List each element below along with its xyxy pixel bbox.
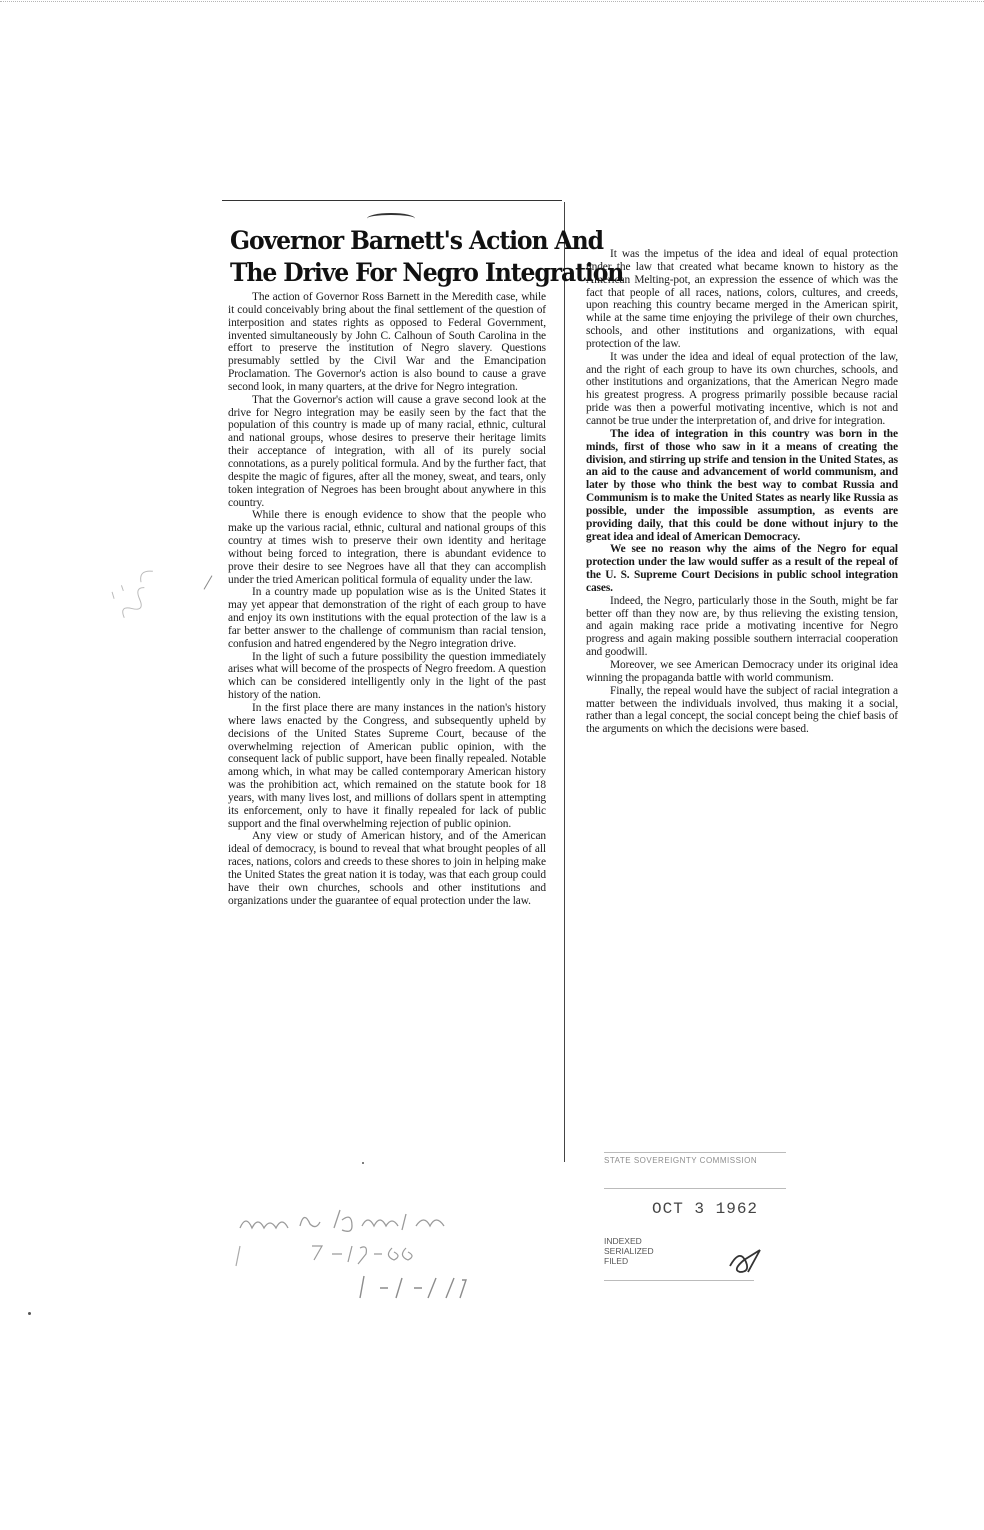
handwritten-numbers bbox=[358, 1272, 488, 1308]
left-column bbox=[228, 291, 546, 908]
initials-signature-icon bbox=[728, 1246, 764, 1276]
newspaper-clipping bbox=[222, 200, 908, 1160]
received-stamp bbox=[600, 1148, 790, 1288]
stamp-border bbox=[604, 1188, 786, 1189]
stray-dot bbox=[362, 1162, 364, 1164]
paragraph: It was under the idea and ideal of equal protection of the law, and the right of each group to have its own churches, schools, and other institutions and organizations, that the American Negro made his greatest progress. A progress primarily possible because racial pride was then a powerful motivating incentive, which is not and cannot be true under the interpretation of, and drive for integration. bbox=[586, 350, 898, 427]
stamp-row-filed: FILED bbox=[604, 1256, 629, 1266]
stamp-agency: STATE SOVEREIGNTY COMMISSION bbox=[604, 1156, 758, 1165]
scribble-icon bbox=[100, 539, 182, 626]
stamp-row-serialized: SERIALIZED bbox=[604, 1246, 654, 1256]
stamp-border bbox=[604, 1280, 754, 1281]
headline-ornament bbox=[367, 213, 415, 224]
headline bbox=[230, 224, 624, 289]
handwritten-file-number-icon bbox=[358, 1272, 488, 1302]
paragraph: Moreover, we see American Democracy under its original idea winning the propaganda battle with world communism. bbox=[586, 659, 898, 684]
paragraph: In a country made up population wise as is the United States it may yet appear that demonstration of the right of each group to have and enjoy its own institutions with the equal protection of the law is a far better answer to the challenge of communism than racial tension, confusion and hatred engendered by the Negro integration drive. bbox=[228, 586, 546, 650]
paragraph: The idea of integration in this country was born in the minds, first of those who saw in it a means of creating the division, and stirring up strife and tension in the United States, as an aid to the cause and advancement of world communism, and later by those who think the best way to combat Russia and Communism is to make the United States as nearly like Russia as possible, under the impossible assumption, as events are providing daily, that this could be done without injury to the great idea and ideal of American Democracy. bbox=[586, 427, 898, 543]
bracket-icon bbox=[232, 1244, 246, 1268]
paragraph: The action of Governor Ross Barnett in the Meredith case, while it could conceivably bring about the final settlement of the question of interposition and states rights as opposed to Federal Government, invented simultaneously by John C. Calhoun of South Carolina in the effort to preserve the institution of Negro slavery. Questions presumably settled by the Civil War and the Emancipation Proclamation. The Governor's action is also bound to cause a grave second look, in many quarters, at the drive for Negro integration. bbox=[228, 291, 546, 393]
stamp-row-indexed: INDEXED bbox=[604, 1236, 642, 1246]
paragraph: We see no reason why the aims of the Negro for equal protection under the law would suffer as a result of the repeal of the U. S. Supreme Court Decisions in public school integration cases. bbox=[586, 543, 898, 594]
handwritten-date-icon bbox=[308, 1240, 418, 1266]
column-divider bbox=[564, 202, 565, 1162]
paragraph: Indeed, the Negro, particularly those in the South, might be far better off than they now are, by thus relieving the existing tension, and again making race pride a motivating incentive for Negro progress and again making possible southern interracial cooperation and goodwill. bbox=[586, 594, 898, 659]
handwriting-line-icon bbox=[238, 1206, 468, 1236]
handwritten-numbers bbox=[308, 1240, 418, 1272]
stray-dot bbox=[28, 1312, 31, 1315]
handwritten-scribble bbox=[238, 1206, 468, 1243]
stamp-checklist bbox=[604, 1236, 654, 1266]
stamp-date: OCT 3 1962 bbox=[652, 1200, 759, 1218]
paragraph: In the light of such a future possibility the question immediately arises what will become of the prospects of Negro freedom. A question which can be considered intelligently only in the light of the past history of the nation. bbox=[228, 650, 546, 702]
headline-line-2: The Drive For Negro Integration bbox=[230, 257, 624, 288]
headline-line-1: Governor Barnett's Action And bbox=[230, 225, 603, 256]
paragraph: In the first place there are many instances in the nation's history where laws enacted by the Congress, and subsequently upheld by decisions of the United States Supreme Court, because of the overwhelming rejection of American public opinion, with the consequent lack of public support, have been finally repealed. Notable among which, in what may be called contemporary American history was the prohibition act, which remained on the statute book for 18 years, with many lives lost, and millions of dollars spent in attempting its enforcement, only to have it finally repealed for lack of public support and the final overwhelming rejection of public opinion. bbox=[228, 702, 546, 830]
handwritten-bracket bbox=[232, 1244, 246, 1274]
stamp-border bbox=[604, 1152, 786, 1153]
paragraph: That the Governor's action will cause a grave second look at the drive for Negro integration may be easily seen by the fact that the population of this country is made up of many racial, ethnic, cultural and national groups, whose desires to preserve their heritage limits their acceptance of integration, with all of its purely social connotations, as a purely political formula. And by the further fact, that despite the magic of figures, after all the money, sweat, and tears, only token integration of Negroes has been brought about anywhere in this country. bbox=[228, 393, 546, 509]
paragraph: Finally, the repeal would have the subject of racial integration a matter between the individuals involved, thus making it a social, rather than a legal concept, the social concept being the chief basis of the arguments on which the decisions were based. bbox=[586, 684, 898, 736]
paragraph: It was the impetus of the idea and ideal of equal protection under the law that created what became known to history as the American Melting-pot, an expression the essence of which was the fact that people of all races, nations, colors, cultures, and creeds, upon reaching this country became merged in the American spirit, while at the same time enjoying the privilege of their own churches, schools, and other institutions and organizations, with equal protection of the law. bbox=[586, 248, 898, 350]
paragraph: Any view or study of American history, and of the American ideal of democracy, is bound to reveal that what brought peoples of all races, nations, colors and creeds to these shores to join in helping make the United States the great nation it is today, was that each group could have their own churches, schools and other institutions and organizations under the guarantee of equal protection under the law. bbox=[228, 830, 546, 907]
faint-pencil-notes bbox=[100, 539, 236, 671]
right-column bbox=[586, 248, 898, 736]
handwritten-notes bbox=[228, 1200, 498, 1310]
paragraph: While there is enough evidence to show that the people who make up the various racial, ethnic, cultural and national groups of this country at times wish to preserve their own identity and heritage without being forced to integration, there is abundant evidence to prove their desire to see Negroes have all that they can accomplish under the tried American political formula of equality under the law. bbox=[228, 509, 546, 586]
top-dotted-border bbox=[0, 1, 984, 2]
top-rule bbox=[222, 200, 562, 201]
